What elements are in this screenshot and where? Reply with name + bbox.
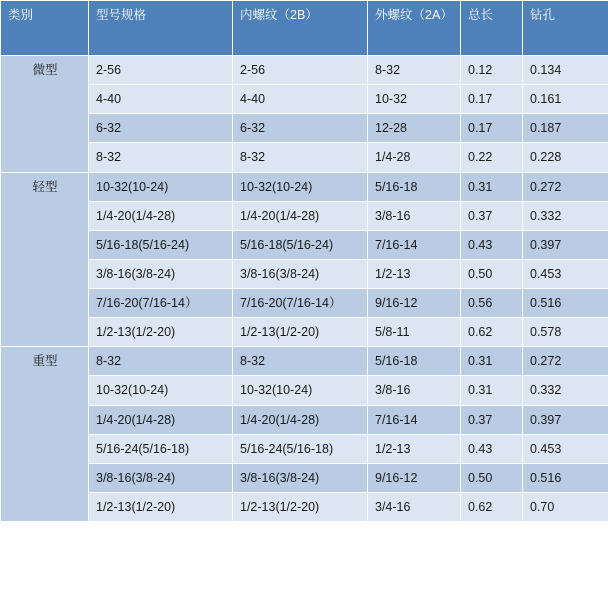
- cell-internal-thread: 6-32: [233, 114, 368, 143]
- cell-external-thread: 5/16-18: [368, 172, 461, 201]
- table-row: [1, 114, 608, 143]
- cell-external-thread: 5/16-18: [368, 347, 461, 376]
- cell-total-length: 0.56: [461, 289, 523, 318]
- cell-drill-hole: 0.134: [523, 56, 608, 85]
- cell-internal-thread: 1/4-20(1/4-28): [233, 405, 368, 434]
- category-cell-heavy: [1, 347, 89, 522]
- cell-model-spec: 1/2-13(1/2-20): [89, 492, 233, 521]
- cell-internal-thread: 10-32(10-24): [233, 172, 368, 201]
- cell-internal-thread: 5/16-18(5/16-24): [233, 230, 368, 259]
- cell-model-spec: 10-32(10-24): [89, 376, 233, 405]
- cell-total-length: 0.43: [461, 230, 523, 259]
- cell-internal-thread: 2-56: [233, 56, 368, 85]
- header-cell-drill-hole: 钻孔: [523, 1, 608, 56]
- cell-total-length: 0.43: [461, 434, 523, 463]
- cell-internal-thread: 7/16-20(7/16-14）: [233, 289, 368, 318]
- cell-drill-hole: 0.228: [523, 143, 608, 172]
- cell-total-length: 0.17: [461, 85, 523, 114]
- cell-external-thread: 1/4-28: [368, 143, 461, 172]
- table-row: [1, 463, 608, 492]
- cell-total-length: 0.50: [461, 259, 523, 288]
- cell-drill-hole: 0.272: [523, 172, 608, 201]
- cell-internal-thread: 3/8-16(3/8-24): [233, 463, 368, 492]
- cell-total-length: 0.37: [461, 201, 523, 230]
- cell-model-spec: 5/16-18(5/16-24): [89, 230, 233, 259]
- cell-external-thread: 7/16-14: [368, 230, 461, 259]
- table-row: [1, 259, 608, 288]
- cell-model-spec: 3/8-16(3/8-24): [89, 259, 233, 288]
- cell-internal-thread: 10-32(10-24): [233, 376, 368, 405]
- category-cell-micro: [1, 56, 89, 173]
- table-row: [1, 434, 608, 463]
- cell-drill-hole: 0.397: [523, 230, 608, 259]
- table-row: [1, 289, 608, 318]
- cell-drill-hole: 0.187: [523, 114, 608, 143]
- table-row: [1, 347, 608, 376]
- category-label: 微型: [32, 63, 58, 77]
- cell-drill-hole: 0.516: [523, 463, 608, 492]
- cell-external-thread: 10-32: [368, 85, 461, 114]
- cell-drill-hole: 0.397: [523, 405, 608, 434]
- cell-external-thread: 3/4-16: [368, 492, 461, 521]
- table-row: [1, 318, 608, 347]
- header-cell-external-thread: 外螺纹（2A）: [368, 1, 461, 56]
- header-cell-model-spec: 型号规格: [89, 1, 233, 56]
- cell-internal-thread: 1/2-13(1/2-20): [233, 492, 368, 521]
- cell-internal-thread: 5/16-24(5/16-18): [233, 434, 368, 463]
- table-row: [1, 201, 608, 230]
- cell-internal-thread: 8-32: [233, 347, 368, 376]
- cell-drill-hole: 0.272: [523, 347, 608, 376]
- table-body: [1, 56, 608, 522]
- cell-external-thread: 1/2-13: [368, 434, 461, 463]
- cell-internal-thread: 3/8-16(3/8-24): [233, 259, 368, 288]
- cell-total-length: 0.22: [461, 143, 523, 172]
- table-row: [1, 492, 608, 521]
- cell-model-spec: 1/4-20(1/4-28): [89, 405, 233, 434]
- cell-model-spec: 5/16-24(5/16-18): [89, 434, 233, 463]
- cell-internal-thread: 4-40: [233, 85, 368, 114]
- cell-external-thread: 1/2-13: [368, 259, 461, 288]
- category-label: 重型: [32, 354, 58, 369]
- cell-external-thread: 3/8-16: [368, 201, 461, 230]
- cell-total-length: 0.17: [461, 114, 523, 143]
- cell-total-length: 0.31: [461, 172, 523, 201]
- cell-drill-hole: 0.332: [523, 201, 608, 230]
- cell-total-length: 0.62: [461, 318, 523, 347]
- cell-model-spec: 8-32: [89, 143, 233, 172]
- cell-total-length: 0.62: [461, 492, 523, 521]
- table-header: [1, 1, 608, 56]
- cell-model-spec: 1/2-13(1/2-20): [89, 318, 233, 347]
- cell-external-thread: 7/16-14: [368, 405, 461, 434]
- header-row: [1, 1, 608, 56]
- category-cell-light: [1, 172, 89, 347]
- cell-external-thread: 9/16-12: [368, 463, 461, 492]
- header-cell-total-length: 总长: [461, 1, 523, 56]
- cell-drill-hole: 0.332: [523, 376, 608, 405]
- cell-drill-hole: 0.453: [523, 434, 608, 463]
- cell-total-length: 0.31: [461, 347, 523, 376]
- cell-drill-hole: 0.70: [523, 492, 608, 521]
- cell-model-spec: 7/16-20(7/16-14）: [89, 289, 233, 318]
- cell-model-spec: 1/4-20(1/4-28): [89, 201, 233, 230]
- cell-internal-thread: 1/2-13(1/2-20): [233, 318, 368, 347]
- cell-model-spec: 10-32(10-24): [89, 172, 233, 201]
- cell-external-thread: 8-32: [368, 56, 461, 85]
- table-row: [1, 172, 608, 201]
- cell-external-thread: 9/16-12: [368, 289, 461, 318]
- cell-total-length: 0.12: [461, 56, 523, 85]
- cell-drill-hole: 0.516: [523, 289, 608, 318]
- table-row: [1, 376, 608, 405]
- cell-model-spec: 3/8-16(3/8-24): [89, 463, 233, 492]
- cell-external-thread: 12-28: [368, 114, 461, 143]
- header-cell-internal-thread: 内螺纹（2B）: [233, 1, 368, 56]
- cell-internal-thread: 8-32: [233, 143, 368, 172]
- table-row: [1, 230, 608, 259]
- cell-external-thread: 3/8-16: [368, 376, 461, 405]
- category-label: 轻型: [32, 179, 58, 194]
- table-row: [1, 143, 608, 172]
- cell-model-spec: 4-40: [89, 85, 233, 114]
- cell-internal-thread: 1/4-20(1/4-28): [233, 201, 368, 230]
- cell-model-spec: 2-56: [89, 56, 233, 85]
- table-row: [1, 56, 608, 85]
- header-cell-category: 类别: [1, 1, 89, 56]
- cell-total-length: 0.37: [461, 405, 523, 434]
- cell-model-spec: 8-32: [89, 347, 233, 376]
- cell-model-spec: 6-32: [89, 114, 233, 143]
- table-row: [1, 85, 608, 114]
- cell-drill-hole: 0.578: [523, 318, 608, 347]
- cell-total-length: 0.31: [461, 376, 523, 405]
- table-row: [1, 405, 608, 434]
- cell-drill-hole: 0.161: [523, 85, 608, 114]
- cell-drill-hole: 0.453: [523, 259, 608, 288]
- cell-total-length: 0.50: [461, 463, 523, 492]
- cell-external-thread: 5/8-11: [368, 318, 461, 347]
